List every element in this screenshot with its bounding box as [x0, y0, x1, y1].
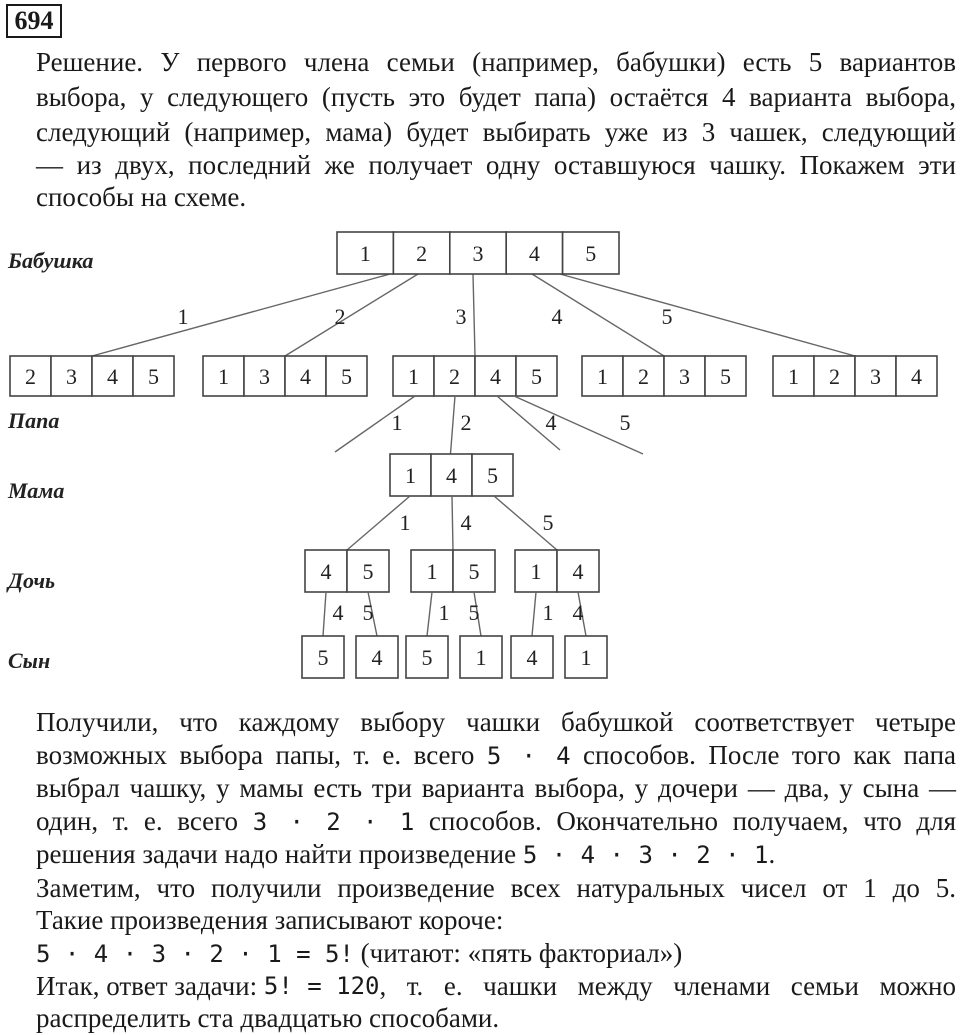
papa-group-1-cup-label-2: 3 — [66, 364, 77, 389]
factorial-formula: 5 · 4 · 3 · 2 · 1 = 5! — [36, 940, 354, 968]
factorial-reading: (читают: «пять факториал») — [353, 938, 683, 968]
grandma-cup-label-3: 3 — [472, 241, 484, 266]
son-cup-label-4: 1 — [475, 645, 487, 670]
son-branch-3 — [427, 592, 432, 636]
grandma-cup-label-1: 1 — [359, 241, 371, 266]
son-branch-label-4: 5 — [468, 600, 480, 625]
son-cup-label-2: 4 — [371, 645, 383, 670]
papa-group-2-cup-label-4: 5 — [341, 364, 352, 389]
papa-group-4-cup-label-4: 5 — [720, 364, 731, 389]
body-line-1: Получили, что каждому выбору чашки бабушкой соответствует четыре — [36, 707, 956, 737]
son-branch-5 — [532, 592, 536, 636]
son-cup-label-1: 5 — [317, 645, 329, 670]
intro-line-3: следующий (например, мама) будет выбирать уже из 3 чашек, следующий — [36, 117, 956, 147]
papa-group-5-cup-label-1: 1 — [788, 364, 799, 389]
papa-group-3-cup-label-3: 4 — [490, 364, 501, 389]
papa-branch-label-3: 4 — [545, 410, 557, 435]
son-cup-label-5: 4 — [526, 645, 538, 670]
papa-group-5-cup-label-3: 3 — [870, 364, 881, 389]
answer-tail: , т. е. чашки между членами семьи можно — [379, 971, 956, 1001]
papa-branch-label-1: 1 — [391, 410, 403, 435]
papa-group-3-cup-label-2: 2 — [449, 364, 460, 389]
grandma-branch-label-1: 1 — [177, 304, 189, 329]
son-branch-1 — [323, 592, 326, 636]
son-branch-label-1: 4 — [332, 600, 344, 625]
grandma-branch-2 — [285, 274, 418, 356]
mama-cup-label-3: 5 — [487, 463, 498, 488]
daughter-group-2-cup-label-1: 1 — [426, 559, 438, 584]
daughter-group-3-cup-label-2: 4 — [572, 559, 584, 584]
row-label-4: Дочь — [8, 568, 56, 593]
papa-group-3-cup-label-1: 1 — [408, 364, 419, 389]
mama-branch-label-1: 1 — [399, 510, 411, 535]
papa-branch-label-4: 5 — [619, 410, 631, 435]
son-cup-label-3: 5 — [421, 645, 433, 670]
papa-group-1-cup-label-3: 4 — [107, 364, 118, 389]
answer-formula: 5! = 120 — [263, 972, 380, 1000]
body-line-5: решения задачи надо найти произведение 5 · 4 · 3 · 2 · 1. — [36, 839, 776, 869]
papa-group-4-cup-label-2: 2 — [638, 364, 649, 389]
papa-group-2-cup-label-1: 1 — [218, 364, 229, 389]
mama-branch-2 — [452, 496, 453, 550]
body-line-2: возможных выбора папы, т. е. всего 5 · 4 способов. После того как папа — [36, 740, 956, 770]
mama-cup-label-2: 4 — [446, 463, 457, 488]
papa-group-2-cup-label-2: 3 — [259, 364, 270, 389]
body-line-4: один, т. е. всего 3 · 2 · 1 способов. Окончательно получаем, что для — [36, 806, 956, 836]
answer-line — [36, 969, 956, 1003]
grandma-branch-5 — [560, 274, 855, 356]
son-cup-label-6: 1 — [580, 645, 592, 670]
daughter-group-1-cup-label-1: 4 — [320, 559, 332, 584]
body-line-3: выбрал чашку, у мамы есть три варианта выбора, у дочери — два, у сына — — [36, 773, 956, 803]
daughter-group-1-cup-label-2: 5 — [362, 559, 374, 584]
row-label-5: Сын — [8, 648, 51, 673]
grandma-branch-label-2: 2 — [334, 304, 346, 329]
task-number: 694 — [6, 4, 62, 38]
grandma-branch-label-4: 4 — [551, 304, 563, 329]
body-line-6: Заметим, что получили произведение всех натуральных чисел от 1 до 5. — [36, 873, 956, 903]
intro-line-4: — из двух, последний же получает одну оставшуюся чашку. Покажем эти — [36, 150, 956, 180]
papa-group-4-cup-label-1: 1 — [597, 364, 608, 389]
grandma-branch-3 — [473, 274, 475, 356]
row-label-3: Мама — [8, 478, 65, 503]
papa-group-3-cup-label-4: 5 — [531, 364, 542, 389]
grandma-branch-label-5: 5 — [661, 304, 673, 329]
papa-group-1-cup-label-1: 2 — [25, 364, 36, 389]
answer-line-2: распределить ста двадцатью способами. — [36, 1003, 500, 1033]
papa-branch-2 — [450, 396, 455, 460]
mama-branch-label-2: 4 — [460, 510, 472, 535]
papa-group-2-cup-label-3: 4 — [300, 364, 311, 389]
intro-line-1: Решение. У первого члена семьи (например, бабушки) есть 5 вариантов — [36, 47, 956, 77]
grandma-cup-label-2: 2 — [416, 241, 428, 266]
papa-group-5-cup-label-4: 4 — [911, 364, 922, 389]
row-label-1: Бабушка — [8, 248, 94, 273]
body-line-7: Такие произведения записывают короче: — [36, 905, 504, 935]
papa-branch-1 — [335, 396, 415, 452]
intro-line-2: выбора, у следующего (пусть это будет папа) остаётся 4 варианта выбора, — [36, 82, 956, 112]
son-branch-label-6: 4 — [572, 600, 584, 625]
son-branch-label-2: 5 — [362, 600, 374, 625]
cup-distribution-tree — [0, 220, 960, 690]
row-label-2: Папа — [8, 408, 60, 433]
mama-branch-label-3: 5 — [542, 510, 554, 535]
papa-group-5-cup-label-2: 2 — [829, 364, 840, 389]
grandma-cup-label-5: 5 — [585, 241, 597, 266]
mama-cup-label-1: 1 — [405, 463, 416, 488]
daughter-group-3-cup-label-1: 1 — [530, 559, 542, 584]
answer-lead: Итак, ответ задачи: — [36, 971, 264, 1001]
son-branch-label-5: 1 — [542, 600, 554, 625]
grandma-cup-label-4: 4 — [528, 241, 540, 266]
intro-line-5: способы на схеме. — [36, 182, 247, 212]
grandma-branch-label-3: 3 — [455, 304, 467, 329]
daughter-group-2-cup-label-2: 5 — [468, 559, 480, 584]
son-branch-label-3: 1 — [438, 600, 450, 625]
papa-group-1-cup-label-4: 5 — [148, 364, 159, 389]
papa-group-4-cup-label-3: 3 — [679, 364, 690, 389]
papa-branch-label-2: 2 — [460, 410, 472, 435]
factorial-definition — [36, 936, 956, 971]
